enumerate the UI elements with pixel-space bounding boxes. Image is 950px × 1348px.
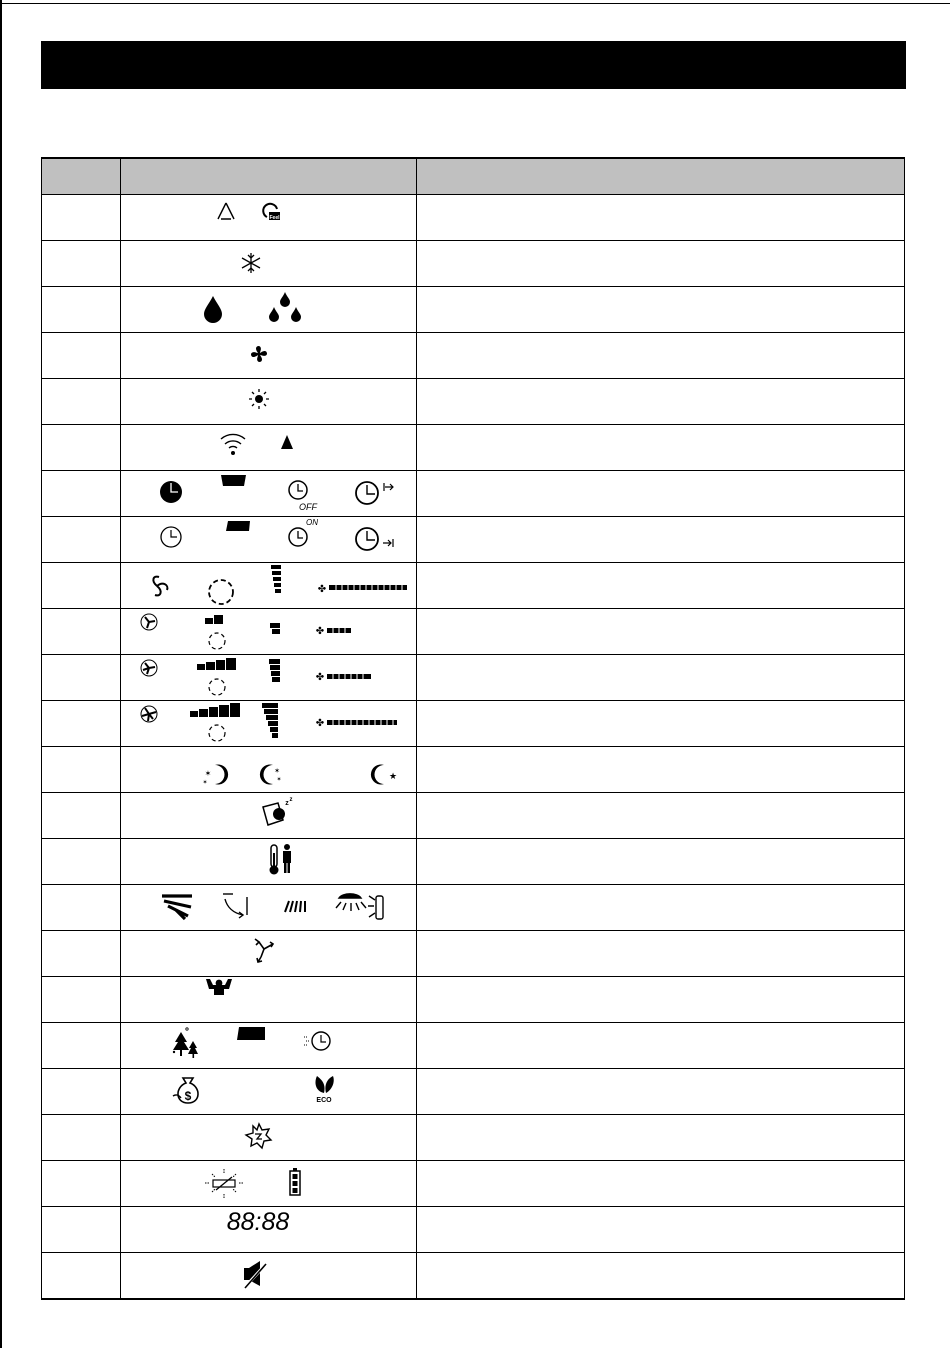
table-row bbox=[42, 977, 905, 1023]
thermometer-person-icon bbox=[270, 844, 292, 875]
row-number-cell bbox=[42, 609, 121, 655]
table-row bbox=[42, 195, 905, 241]
row-number-cell bbox=[42, 517, 121, 563]
wifi-signal-icon bbox=[221, 434, 245, 455]
row-number-cell bbox=[42, 1023, 121, 1069]
speed-wedge-high-icon bbox=[262, 703, 278, 738]
table-row bbox=[42, 241, 905, 287]
table-row bbox=[42, 885, 905, 931]
description-cell bbox=[417, 793, 905, 839]
top-margin-rule bbox=[0, 3, 950, 4]
fan-low-icon bbox=[141, 614, 157, 630]
airflow-direction-icon bbox=[255, 939, 273, 962]
speed-wedge-medium-icon bbox=[269, 659, 280, 682]
row-number-cell bbox=[42, 747, 121, 793]
speed-bar-medium-icon bbox=[316, 672, 371, 683]
table-row bbox=[42, 1023, 905, 1069]
svg-text:★: ★ bbox=[388, 771, 398, 781]
table-row bbox=[42, 379, 905, 425]
black-block-icon bbox=[226, 521, 250, 531]
row-number-cell bbox=[42, 1115, 121, 1161]
svg-text:Feel: Feel bbox=[269, 215, 280, 221]
table-row bbox=[42, 471, 905, 517]
table-row bbox=[42, 1207, 905, 1253]
description-cell bbox=[417, 333, 905, 379]
icon-table bbox=[41, 157, 905, 1300]
clock-arrow-in-icon bbox=[356, 528, 393, 550]
clock-on-icon bbox=[289, 518, 318, 546]
svg-text:✶: ✶ bbox=[202, 780, 208, 786]
description-cell bbox=[417, 747, 905, 793]
description-cell bbox=[417, 1023, 905, 1069]
svg-text:✤: ✤ bbox=[315, 672, 325, 683]
description-cell bbox=[417, 1069, 905, 1115]
symbol-cell bbox=[121, 425, 417, 471]
louver-grill-icon bbox=[285, 901, 305, 912]
description-cell bbox=[417, 885, 905, 931]
dashed-circle-icon bbox=[209, 580, 233, 604]
louver-fan-icon bbox=[162, 896, 192, 919]
speed-bar-low-icon bbox=[316, 626, 351, 637]
louver-top-icon bbox=[336, 894, 366, 911]
description-cell bbox=[417, 379, 905, 425]
symbol-cell bbox=[121, 471, 417, 517]
dashed-circle-icon bbox=[209, 679, 225, 695]
row-number-cell bbox=[42, 241, 121, 287]
speed-steps-high-icon bbox=[190, 703, 240, 717]
table-row bbox=[42, 287, 905, 333]
row-number-cell bbox=[42, 287, 121, 333]
table-row bbox=[42, 839, 905, 885]
table-row bbox=[42, 425, 905, 471]
dashed-circle-icon bbox=[209, 725, 225, 741]
louver-swing-icon bbox=[223, 894, 247, 918]
description-cell bbox=[417, 471, 905, 517]
symbol-cell bbox=[121, 1161, 417, 1207]
sleep-face-icon bbox=[263, 797, 293, 825]
symbol-cell bbox=[121, 793, 417, 839]
auto-swirl-icon bbox=[153, 577, 167, 596]
description-cell bbox=[417, 655, 905, 701]
description-cell bbox=[417, 195, 905, 241]
clock-off-icon bbox=[289, 481, 317, 512]
fan-speed-bar-full-icon bbox=[318, 584, 407, 595]
table-row bbox=[42, 793, 905, 839]
row-number-cell bbox=[42, 471, 121, 517]
table-header-row bbox=[42, 158, 905, 195]
description-cell bbox=[417, 1115, 905, 1161]
symbol-cell bbox=[121, 1207, 417, 1253]
symbol-cell bbox=[121, 379, 417, 425]
fan-speed-wedge-icon bbox=[271, 565, 281, 593]
battery-icon bbox=[290, 1168, 300, 1195]
symbol-cell bbox=[121, 287, 417, 333]
row-number-cell bbox=[42, 931, 121, 977]
table-row bbox=[42, 333, 905, 379]
row-number-cell bbox=[42, 655, 121, 701]
symbol-cell bbox=[121, 839, 417, 885]
black-block-icon bbox=[221, 475, 246, 486]
table-row bbox=[42, 931, 905, 977]
svg-text:ON: ON bbox=[306, 518, 318, 527]
snowflake-icon bbox=[242, 253, 260, 273]
symbol-cell bbox=[121, 563, 417, 609]
svg-text:88:88: 88:88 bbox=[226, 1208, 290, 1236]
clock-outline-icon bbox=[161, 527, 181, 547]
filter-glow-icon bbox=[205, 1169, 243, 1198]
table-row bbox=[42, 1161, 905, 1207]
symbol-cell bbox=[121, 1069, 417, 1115]
header-symbol bbox=[121, 158, 417, 195]
moon-star-icon bbox=[371, 765, 397, 785]
svg-text:z: z bbox=[289, 797, 293, 803]
row-number-cell bbox=[42, 1207, 121, 1253]
title-bar bbox=[41, 41, 906, 89]
self-clean-icon bbox=[304, 1032, 330, 1050]
row-number-cell bbox=[42, 425, 121, 471]
description-cell bbox=[417, 1207, 905, 1253]
svg-text:z: z bbox=[285, 800, 289, 807]
fresh-trees-icon bbox=[173, 1028, 198, 1058]
moon-icon bbox=[318, 763, 336, 783]
table-row bbox=[42, 655, 905, 701]
triple-drop-icon bbox=[269, 292, 301, 322]
dashed-circle-icon bbox=[209, 633, 225, 649]
fan-medium-icon bbox=[141, 660, 157, 676]
speed-bar-high-icon bbox=[316, 718, 397, 729]
svg-text:✶: ✶ bbox=[274, 768, 280, 775]
description-cell bbox=[417, 1253, 905, 1300]
svg-text:✶: ✶ bbox=[276, 777, 282, 783]
row-number-cell bbox=[42, 1253, 121, 1300]
symbol-cell bbox=[121, 701, 417, 747]
symbol-cell bbox=[121, 655, 417, 701]
clock-filled-icon bbox=[160, 481, 182, 503]
row-number-cell bbox=[42, 701, 121, 747]
description-cell bbox=[417, 517, 905, 563]
symbol-cell bbox=[121, 747, 417, 793]
table-row bbox=[42, 1115, 905, 1161]
row-number-cell bbox=[42, 793, 121, 839]
row-number-cell bbox=[42, 333, 121, 379]
turbo-strong-icon bbox=[206, 979, 232, 995]
symbol-cell bbox=[121, 517, 417, 563]
symbol-cell bbox=[121, 241, 417, 287]
description-cell bbox=[417, 1161, 905, 1207]
fan-icon bbox=[251, 346, 267, 362]
svg-text:OFF: OFF bbox=[299, 502, 317, 512]
money-bag-icon bbox=[173, 1078, 198, 1103]
row-number-cell bbox=[42, 1161, 121, 1207]
symbol-cell bbox=[121, 1023, 417, 1069]
symbol-cell bbox=[121, 1115, 417, 1161]
svg-text:✤: ✤ bbox=[315, 718, 325, 729]
description-cell bbox=[417, 287, 905, 333]
row-number-cell bbox=[42, 839, 121, 885]
description-cell bbox=[417, 701, 905, 747]
table-row bbox=[42, 609, 905, 655]
i-feel-icon bbox=[263, 204, 280, 221]
symbol-cell bbox=[121, 333, 417, 379]
description-cell bbox=[417, 931, 905, 977]
symbol-cell bbox=[121, 931, 417, 977]
svg-text:✤: ✤ bbox=[315, 626, 325, 637]
header-description bbox=[417, 158, 905, 195]
symbol-cell bbox=[121, 885, 417, 931]
table-row bbox=[42, 563, 905, 609]
speed-steps-medium-icon bbox=[197, 658, 236, 670]
eco-leaf-icon bbox=[315, 1076, 333, 1104]
digital-display-icon bbox=[227, 1208, 290, 1236]
gear-starburst-icon bbox=[246, 1124, 271, 1148]
louver-side-icon bbox=[368, 896, 383, 919]
mute-speaker-icon bbox=[244, 1261, 267, 1288]
table-row bbox=[42, 747, 905, 793]
clock-arrow-out-icon bbox=[356, 482, 393, 504]
table-row bbox=[42, 517, 905, 563]
symbol-cell bbox=[121, 1253, 417, 1300]
left-margin-rule bbox=[0, 0, 2, 1348]
svg-text:ECO: ECO bbox=[316, 1097, 332, 1104]
row-number-cell bbox=[42, 977, 121, 1023]
symbol-cell bbox=[121, 977, 417, 1023]
row-number-cell bbox=[42, 1069, 121, 1115]
row-number-cell bbox=[42, 885, 121, 931]
table-row bbox=[42, 1069, 905, 1115]
description-cell bbox=[417, 241, 905, 287]
speed-wedge-low-icon bbox=[270, 623, 280, 634]
header-no bbox=[42, 158, 121, 195]
table-row bbox=[42, 1253, 905, 1300]
sun-icon bbox=[249, 389, 269, 409]
speed-steps-low-icon bbox=[205, 615, 223, 624]
svg-text:✤: ✤ bbox=[317, 584, 327, 595]
description-cell bbox=[417, 425, 905, 471]
description-cell bbox=[417, 609, 905, 655]
row-number-cell bbox=[42, 379, 121, 425]
fan-high-icon bbox=[141, 706, 157, 722]
triangle-outline-icon bbox=[218, 203, 234, 219]
table-row bbox=[42, 701, 905, 747]
single-drop-icon bbox=[204, 296, 222, 323]
triangle-filled-icon bbox=[281, 435, 293, 449]
description-cell bbox=[417, 839, 905, 885]
symbol-cell bbox=[121, 609, 417, 655]
description-cell bbox=[417, 977, 905, 1023]
svg-text:$: $ bbox=[184, 1089, 192, 1103]
symbol-cell bbox=[121, 195, 417, 241]
row-number-cell bbox=[42, 563, 121, 609]
black-block-icon bbox=[237, 1027, 265, 1040]
moon-stars-icon bbox=[202, 765, 228, 787]
row-number-cell bbox=[42, 195, 121, 241]
svg-text:✶: ✶ bbox=[204, 769, 212, 778]
moon-stars-2-icon bbox=[260, 765, 282, 785]
description-cell bbox=[417, 563, 905, 609]
